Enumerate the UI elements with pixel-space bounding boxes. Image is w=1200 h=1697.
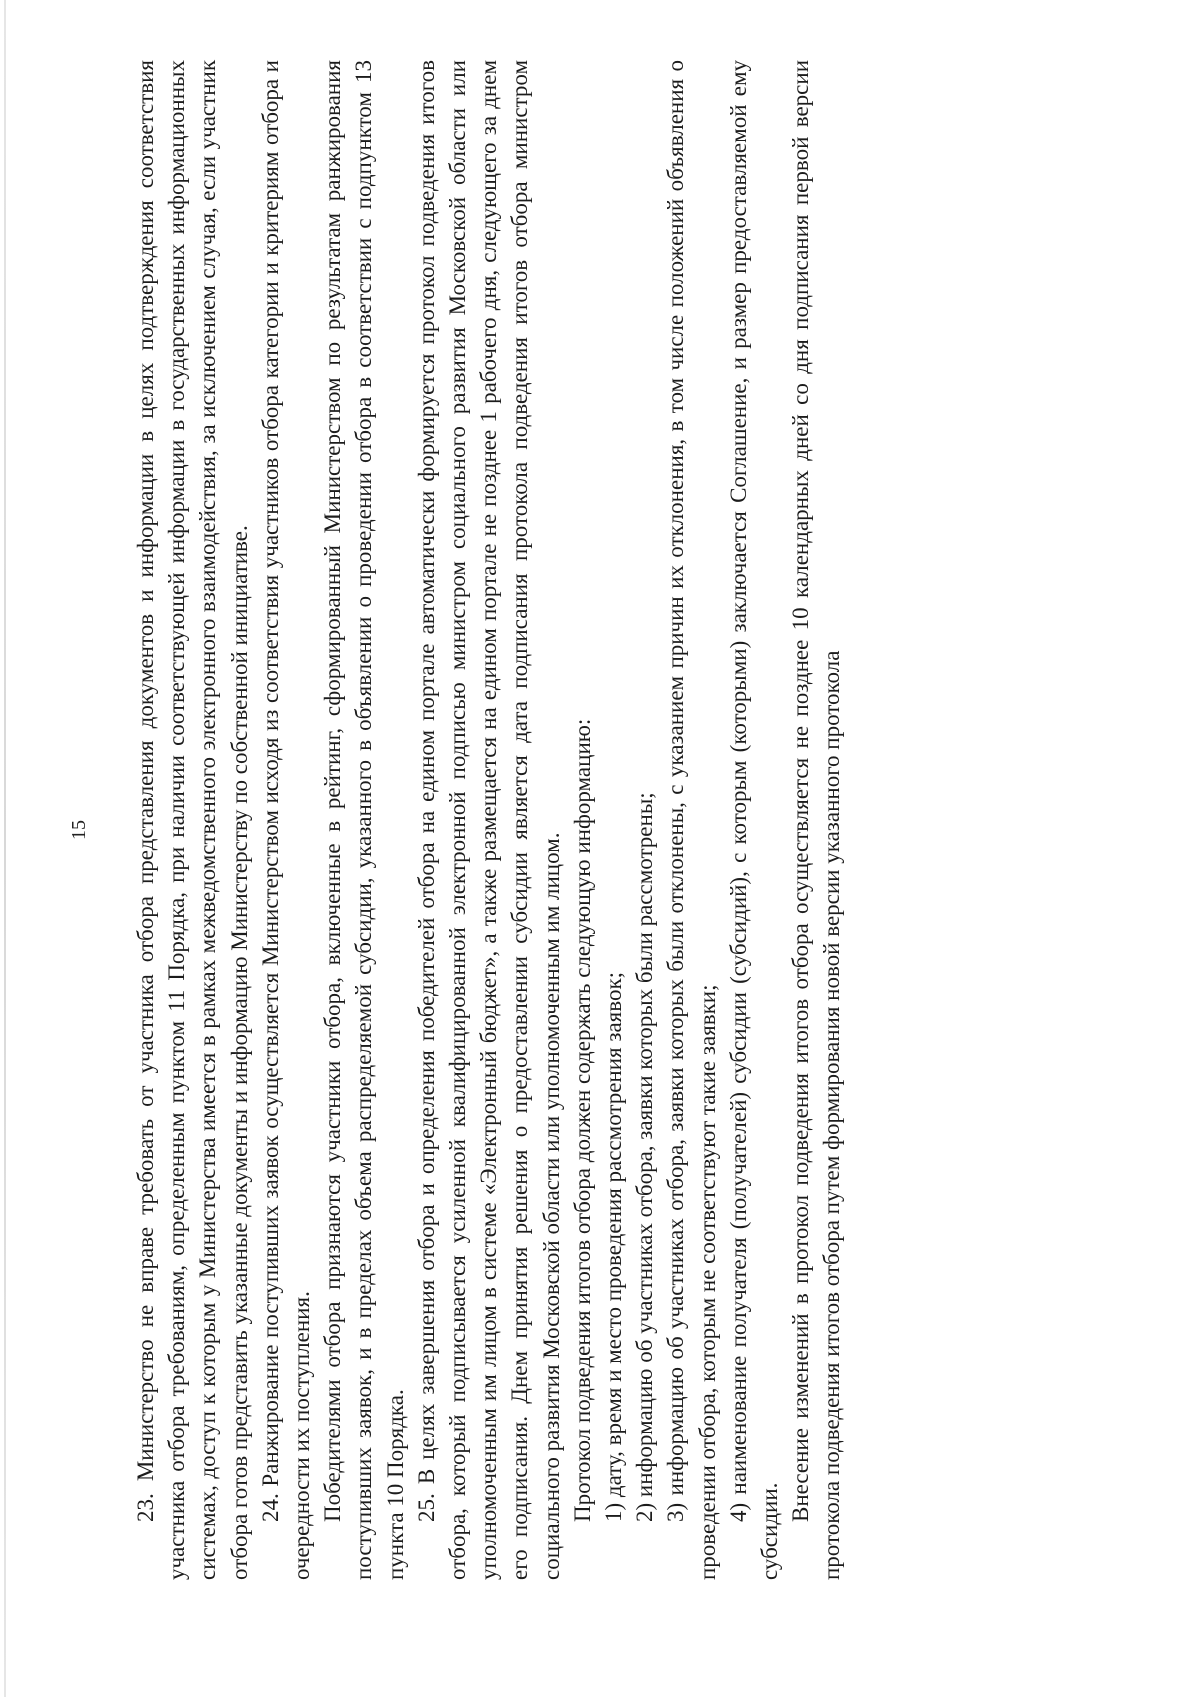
paragraph-protocol-intro: Протокол подведения итогов отбора должен содержать следующую информацию: [569, 718, 595, 1522]
document-body [130, 60, 848, 1580]
list-item-1: 1) дату, время и место проведения рассмотрения заявок; [601, 971, 627, 1522]
list-item-3: 3) информацию об участниках отбора, заявки которых были отклонены, с указанием причин их отклонения, в том числе положений объявления о проведении отбора, которым не соответствуют такие заявки; [663, 60, 720, 1580]
paragraph-24: 24. Ранжирование поступивших заявок осуществляется Министерством исходя из соответствия участников отбора категории и критериям отбора и очередности их поступления. [257, 60, 315, 1580]
paragraph-25: 25. В целях завершения отбора и определения победителей отбора на едином портале автоматически формируется протокол подведения итогов отбора, который подписывается усиленной квалифицированной электронной подписью министром социального развития Московской области или уполномоченным им лицом в системе «Электронный бюджет», а также размещается на едином портале не позднее 1 рабочего дня, следующего за днем его подписания. Днем принятия решения о предоставлении субсидии является дата подписания протокола подведения итогов отбора министром социального развития Московской области или уполномоченным им лицом. [413, 60, 564, 1580]
page-number: 15 [68, 820, 90, 840]
list-item-4: 4) наименование получателя (получателей) субсидии (субсидий), с которым (которыми) заключается Соглашение, и размер предоставляемой ему субсидии. [725, 60, 783, 1580]
paragraph-amendments: Внесение изменений в протокол подведения итогов отбора осуществляется не позднее 10 календарных дней со дня подписания первой версии протокола подведения итогов отбора путем формирования новой версии указанного протокола [788, 60, 845, 1580]
scan-edge-shadow [4, 0, 6, 1697]
list-item-2: 2) информацию об участниках отбора, заявки которых были рассмотрены; [632, 792, 658, 1522]
paragraph-winners: Победителями отбора признаются участники отбора, включенные в рейтинг, сформированный Министерством по результатам ранжирования поступивших заявок, и в пределах объема распределяемой субсидии, указанного в объявлении о проведении отбора в соответствии с подпунктом 13 пункта 10 Порядка. [320, 60, 408, 1580]
paragraph-23: 23. Министерство не вправе требовать от участника отбора представления документов и информации в целях подтверждения соответствия участника отбора требованиям, определенным пунктом 11 Порядка, при наличии соответствующей информации в государственных информационных системах, доступ к которым у Министерства имеется в рамках межведомственного электронного взаимодействия, за исключением случая, если участник отбора готов представить указанные документы и информацию Министерству по собственной инициативе. [133, 60, 252, 1580]
